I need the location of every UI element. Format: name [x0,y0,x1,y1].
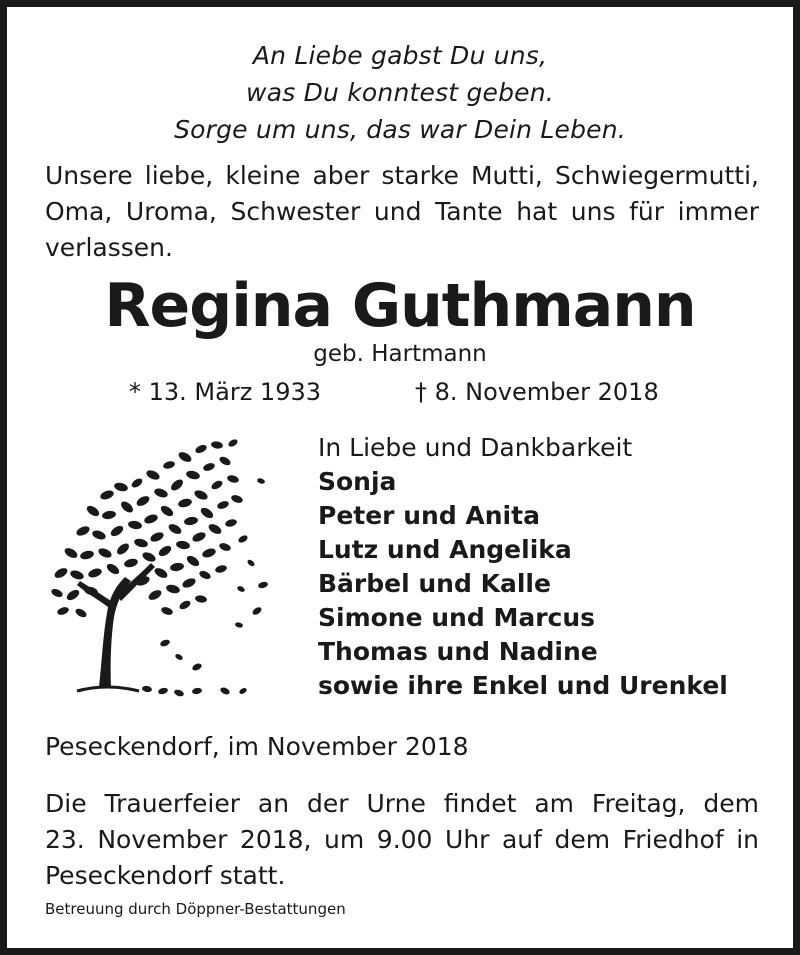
death-date: † 8. November 2018 [415,378,659,406]
service-line: 23. November 2018, um 9.00 Uhr auf dem Friedhof in [45,825,759,854]
mourners-lead: In Liebe und Dankbarkeit [318,433,633,462]
service-text [45,786,759,894]
mourner-name: Lutz und Angelika [318,535,572,564]
poem-line: was Du konntest geben. [246,78,554,107]
funeral-home-credit: Betreuung durch Döppner-Bestattungen [45,900,346,918]
service-line: Peseckendorf statt. [45,861,286,890]
tree-in-wind-icon [47,435,287,705]
poem-line: Sorge um uns, das war Dein Leben. [174,115,626,144]
intro-line: verlassen. [45,233,173,262]
poem [7,37,793,148]
place-date: Peseckendorf, im November 2018 [45,732,469,761]
intro-line: Oma, Uroma, Schwester und Tante hat uns für immer [45,197,759,226]
service-line: Die Trauerfeier an der Urne findet am Freitag, dem [45,789,759,818]
poem-line: An Liebe gabst Du uns, [252,41,548,70]
mourner-name: Thomas und Nadine [318,637,598,666]
birth-name: geb. Hartmann [313,341,487,367]
mourners-list [318,431,728,703]
mourner-name: Bärbel und Kalle [318,569,551,598]
mourner-name: Simone und Marcus [318,603,596,632]
intro-line: Unsere liebe, kleine aber starke Mutti, Schwiegermutti, [45,161,759,190]
deceased-name: Regina Guthmann [104,271,696,341]
birth-date: * 13. März 1933 [129,378,322,406]
mourner-name: sowie ihre Enkel und Urenkel [318,671,728,700]
mourner-name: Peter und Anita [318,501,540,530]
intro-text [45,158,759,266]
mourner-name: Sonja [318,467,397,496]
